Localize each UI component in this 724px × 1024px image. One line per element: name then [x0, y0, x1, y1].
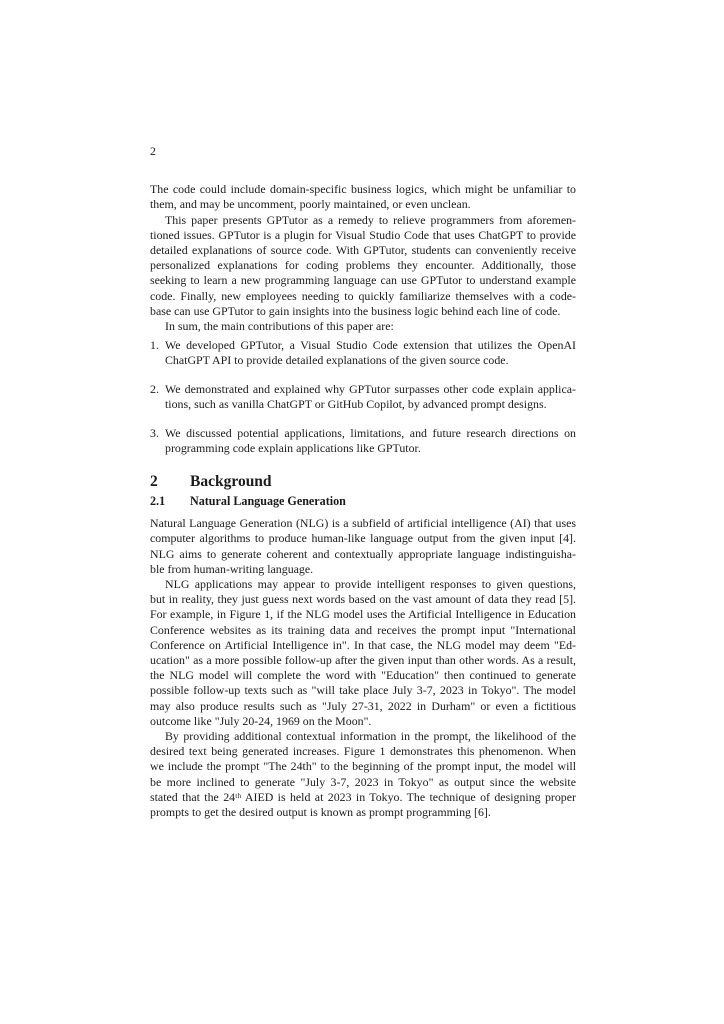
text-line: seeking to learn a new programming language can use GPTutor to understand example — [150, 273, 576, 288]
contribution-item-3 — [150, 426, 576, 456]
text-line: personalized explanations for coding problems they encounter. Additionally, those — [150, 258, 576, 273]
text-line: We developed GPTutor, a Visual Studio Code extension that utilizes the OpenAI — [165, 338, 576, 353]
text-line: may also produce results such as "July 27-31, 2022 in Durham" or even a fictitious — [150, 698, 576, 713]
subsection-number: 2.1 — [150, 494, 166, 509]
text-line: NLG aims to generate coherent and contextually appropriate language indistinguisha- — [150, 546, 576, 561]
section-title: Background — [190, 472, 272, 490]
text-line: ucation" as a more possible follow-up after the given input than other words. As a result, — [150, 652, 576, 667]
contribution-item-2 — [150, 382, 576, 412]
text-line: tions, such as vanilla ChatGPT or GitHub Copilot, by advanced prompt designs. — [165, 397, 547, 412]
text-line: computer algorithms to produce human-like language output from the given input [4]. — [150, 531, 576, 546]
list-item-text — [165, 338, 576, 368]
text-line: This paper presents GPTutor as a remedy to relieve programmers from aforemen- — [165, 212, 576, 227]
text-line: For example, in Figure 1, if the NLG model uses the Artificial Intelligence in Education — [150, 607, 576, 622]
text-line: Natural Language Generation (NLG) is a subfield of artificial intelligence (AI) that uses — [150, 516, 576, 531]
text-line: Conference on Artificial Intelligence in". In that case, the NLG model may deem "Ed- — [150, 637, 576, 652]
contributions-list — [150, 338, 576, 456]
text-line: them, and may be uncomment, poorly maintained, or even unclean. — [150, 197, 471, 212]
text-line: desired text being generated increases. Figure 1 demonstrates this phenomenon. When — [150, 744, 576, 759]
background-paragraph-1 — [150, 516, 576, 577]
subsection-title: Natural Language Generation — [190, 494, 346, 509]
intro-paragraph-3 — [150, 319, 576, 334]
background-paragraph-2 — [150, 577, 576, 729]
text-line: tioned issues. GPTutor is a plugin for Visual Studio Code that uses ChatGPT to provide — [150, 227, 576, 242]
text-line: outcome like "July 20-24, 1969 on the Moon". — [150, 713, 372, 728]
text-line: be more inclined to generate "July 3-7, 2023 in Tokyo" as output since the website — [150, 774, 576, 789]
text-line: code. Finally, new employees needing to quickly familiarize themselves with a code- — [150, 288, 576, 303]
text-column — [150, 144, 576, 820]
list-marker: 2. — [150, 382, 159, 397]
text-line: ChatGPT API to provide detailed explanations of the given source code. — [165, 353, 509, 368]
text-line: By providing additional contextual information in the prompt, the likelihood of the — [165, 728, 576, 743]
section-number: 2 — [150, 472, 158, 490]
section-heading — [150, 472, 576, 491]
list-item-text — [165, 426, 576, 456]
page-number: 2 — [150, 144, 156, 158]
background-paragraph-3 — [150, 729, 576, 820]
intro-paragraph-1 — [150, 182, 576, 212]
text-line: The code could include domain-specific business logics, which might be unfamiliar to — [150, 182, 576, 197]
text-line: possible follow-up texts such as "will take place July 3-7, 2023 in Tokyo". The model — [150, 683, 576, 698]
text-line: base can use GPTutor to gain insights into the business logic behind each line of code. — [150, 303, 561, 318]
text-line: ble from human-writing language. — [150, 561, 314, 576]
text-line: the NLG model will complete the word with "Education" then continued to generate — [150, 668, 576, 683]
intro-paragraph-2 — [150, 213, 576, 319]
text-line: but in reality, they just guess next words based on the vast amount of data they read [5]. — [150, 592, 576, 607]
text-line: Conference websites as its training data and receives the prompt input "International — [150, 622, 576, 637]
contribution-item-1 — [150, 338, 576, 368]
text-line: we include the prompt "The 24th" to the beginning of the prompt input, the model will — [150, 759, 576, 774]
text-line: stated that the 24ᵗʰ AIED is held at 2023 in Tokyo. The technique of designing proper — [150, 789, 576, 804]
list-marker: 1. — [150, 338, 159, 353]
subsection-heading — [150, 494, 576, 508]
text-line: We discussed potential applications, limitations, and future research directions on — [165, 426, 576, 441]
text-line: We demonstrated and explained why GPTutor surpasses other code explain applica- — [165, 382, 576, 397]
text-line: programming code explain applications like GPTutor. — [165, 441, 421, 456]
list-item-text — [165, 382, 576, 412]
text-line: In sum, the main contributions of this paper are: — [165, 319, 394, 334]
list-marker: 3. — [150, 426, 159, 441]
text-line: prompts to get the desired output is known as prompt programming [6]. — [150, 805, 491, 819]
text-line: detailed explanations of source code. With GPTutor, students can conveniently receive — [150, 243, 576, 258]
text-line: NLG applications may appear to provide intelligent responses to given questions, — [165, 576, 576, 591]
